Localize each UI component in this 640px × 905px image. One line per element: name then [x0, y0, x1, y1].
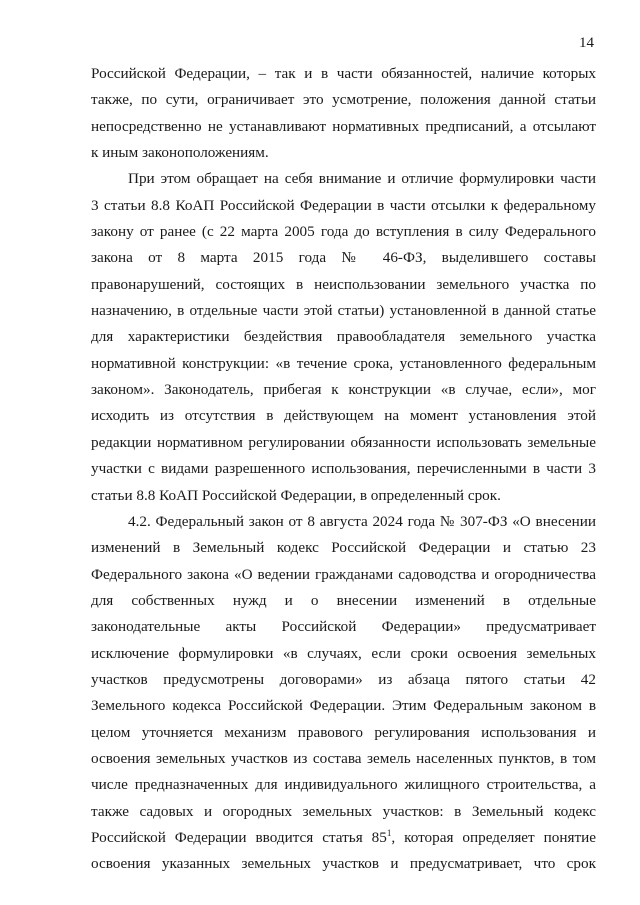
text-line: При этом обращает на себя внимание и отличие формулировки части	[128, 170, 596, 188]
text-segment: , которая определяет понятие	[391, 828, 596, 846]
text-line: непосредственно не устанавливают нормативных предписаний, а отсылают	[91, 117, 596, 135]
text-line: законом». Законодатель, прибегая к конструкции «в случае, если», мог	[91, 381, 596, 399]
text-line: Российской Федерации, – так и в части обязанностей, наличие которых	[91, 65, 596, 82]
text-line: для характеристики бездействия правообладателя земельного участка	[91, 328, 596, 346]
text-line: участки с видами разрешенного использования, перечисленными в части 3	[91, 460, 596, 478]
text-line: назначению, в отдельные части этой статьи) установленной в данной статье	[91, 302, 596, 320]
text-line: 4.2. Федеральный закон от 8 августа 2024 года № 307-ФЗ «О внесении	[128, 512, 596, 530]
text-line: числе предназначенных для индивидуального жилищного строительства, а	[91, 776, 596, 794]
text-line: для собственных нужд и о внесении изменений в отдельные	[91, 591, 596, 609]
document-body	[91, 61, 596, 878]
text-line: 3 статьи 8.8 КоАП Российской Федерации в части отсылки к федеральному	[91, 196, 596, 214]
text-line: изменений в Земельный кодекс Российской Федерации и статью 23	[91, 539, 596, 557]
text-line: целом уточняется механизм правового регулирования использования и	[91, 723, 596, 741]
page-number: 14	[579, 35, 594, 51]
text-line: Земельного кодекса Российской Федерации. Этим Федеральным законом в	[91, 697, 596, 715]
text-line: к иным законоположениям.	[91, 144, 269, 162]
text-line: также садовых и огородных земельных участков: в Земельный кодекс	[91, 802, 596, 820]
text-line: законодательные акты Российской Федерации» предусматривает	[91, 618, 596, 636]
article-superscript: 1	[386, 827, 392, 838]
text-line: исключение формулировки «в случаях, если сроки освоения земельных	[91, 644, 596, 662]
text-line: статьи 8.8 КоАП Российской Федерации, в определенный срок.	[91, 486, 501, 504]
text-line-with-superscript	[91, 825, 596, 851]
text-line: участков предусмотрены договорами» из абзаца пятого статьи 42	[91, 670, 596, 688]
text-line: исходить из отсутствия в действующем на момент установления этой	[91, 407, 596, 425]
text-line: закону от ранее (с 22 марта 2005 года до вступления в силу Федерального	[91, 223, 596, 241]
text-line: редакции нормативном регулировании обязанности использовать земельные	[91, 433, 596, 451]
text-line: правонарушений, состоящих в неиспользовании земельного участка по	[91, 275, 596, 293]
text-line: также, по сути, ограничивает это усмотрение, положения данной статьи	[91, 91, 596, 109]
text-segment: Российской Федерации вводится статья 85	[91, 828, 387, 846]
text-line: освоения указанных земельных участков и предусматривает, что срок	[91, 855, 596, 873]
text-line: Федерального закона «О ведении гражданами садоводства и огородничества	[91, 565, 596, 583]
text-line: нормативной конструкции: «в течение срока, установленного федеральным	[91, 354, 596, 372]
text-line: закона от 8 марта 2015 года № 46-ФЗ, выделившего составы	[91, 249, 596, 267]
text-line: освоения земельных участков из состава земель населенных пунктов, в том	[91, 749, 596, 767]
